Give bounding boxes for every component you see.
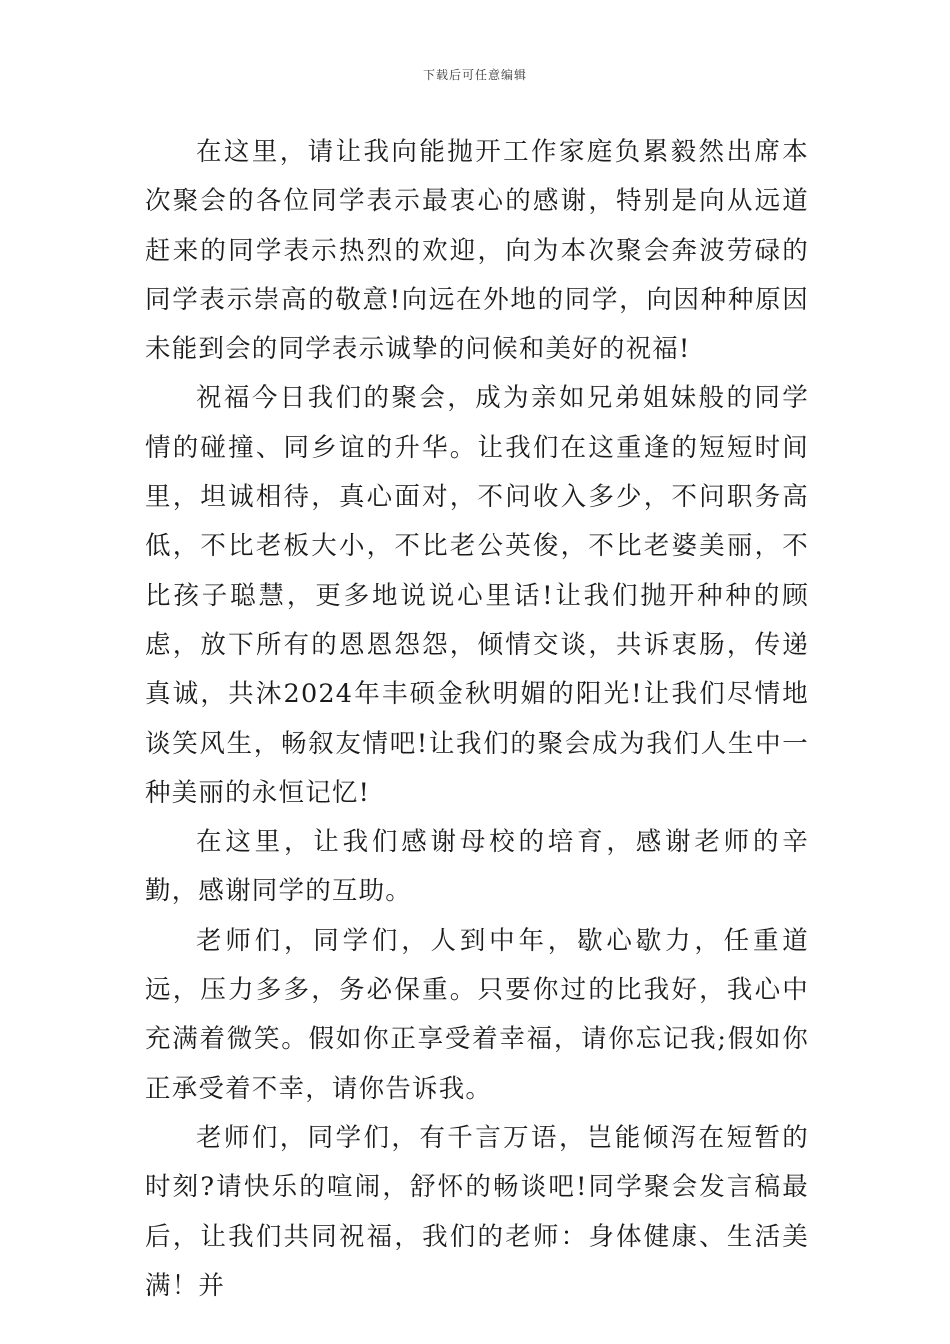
document-body [145,128,809,1311]
paragraph-closing: 老师们，同学们，有千言万语，岂能倾泻在短暂的时刻?请快乐的喧闹，舒怀的畅谈吧!同学聚会发言稿最后，让我们共同祝福，我们的老师：身体健康、生活美满！并 [145,1122,809,1301]
paragraph-thanks-school: 在这里，让我们感谢母校的培育，感谢老师的辛勤，感谢同学的互助。 [145,827,809,907]
paragraph-blessing: 祝福今日我们的聚会，成为亲如兄弟姐妹般的同学情的碰撞、同乡谊的升华。让我们在这重逢的短短时间里，坦诚相待，真心面对，不问收入多少，不问职务高低，不比老板大小，不比老公英俊，不比老婆美丽，不比孩子聪慧，更多地说说心里话!让我们抛开种种的顾虑，放下所有的恩恩怨怨，倾情交谈，共诉衷肠，传递真诚，共沐2024年丰硕金秋明媚的阳光!让我们尽情地谈笑风生，畅叙友情吧!让我们的聚会成为我们人生中一种美丽的永恒记忆! [145,383,809,808]
page-header: 下载后可任意编辑 [422,68,527,82]
paragraph-teachers-classmates: 老师们，同学们，人到中年，歇心歇力，任重道远，压力多多，务必保重。只要你过的比我好，我心中充满着微笑。假如你正享受着幸福，请你忘记我;假如你正承受着不幸，请你告诉我。 [145,925,809,1104]
paragraph-gratitude: 在这里，请让我向能抛开工作家庭负累毅然出席本次聚会的各位同学表示最衷心的感谢，特别是向从远道赶来的同学表示热烈的欢迎，向为本次聚会奔波劳碌的同学表示崇高的敬意!向远在外地的同学，向因种种原因未能到会的同学表示诚挚的问候和美好的祝福! [145,137,809,365]
